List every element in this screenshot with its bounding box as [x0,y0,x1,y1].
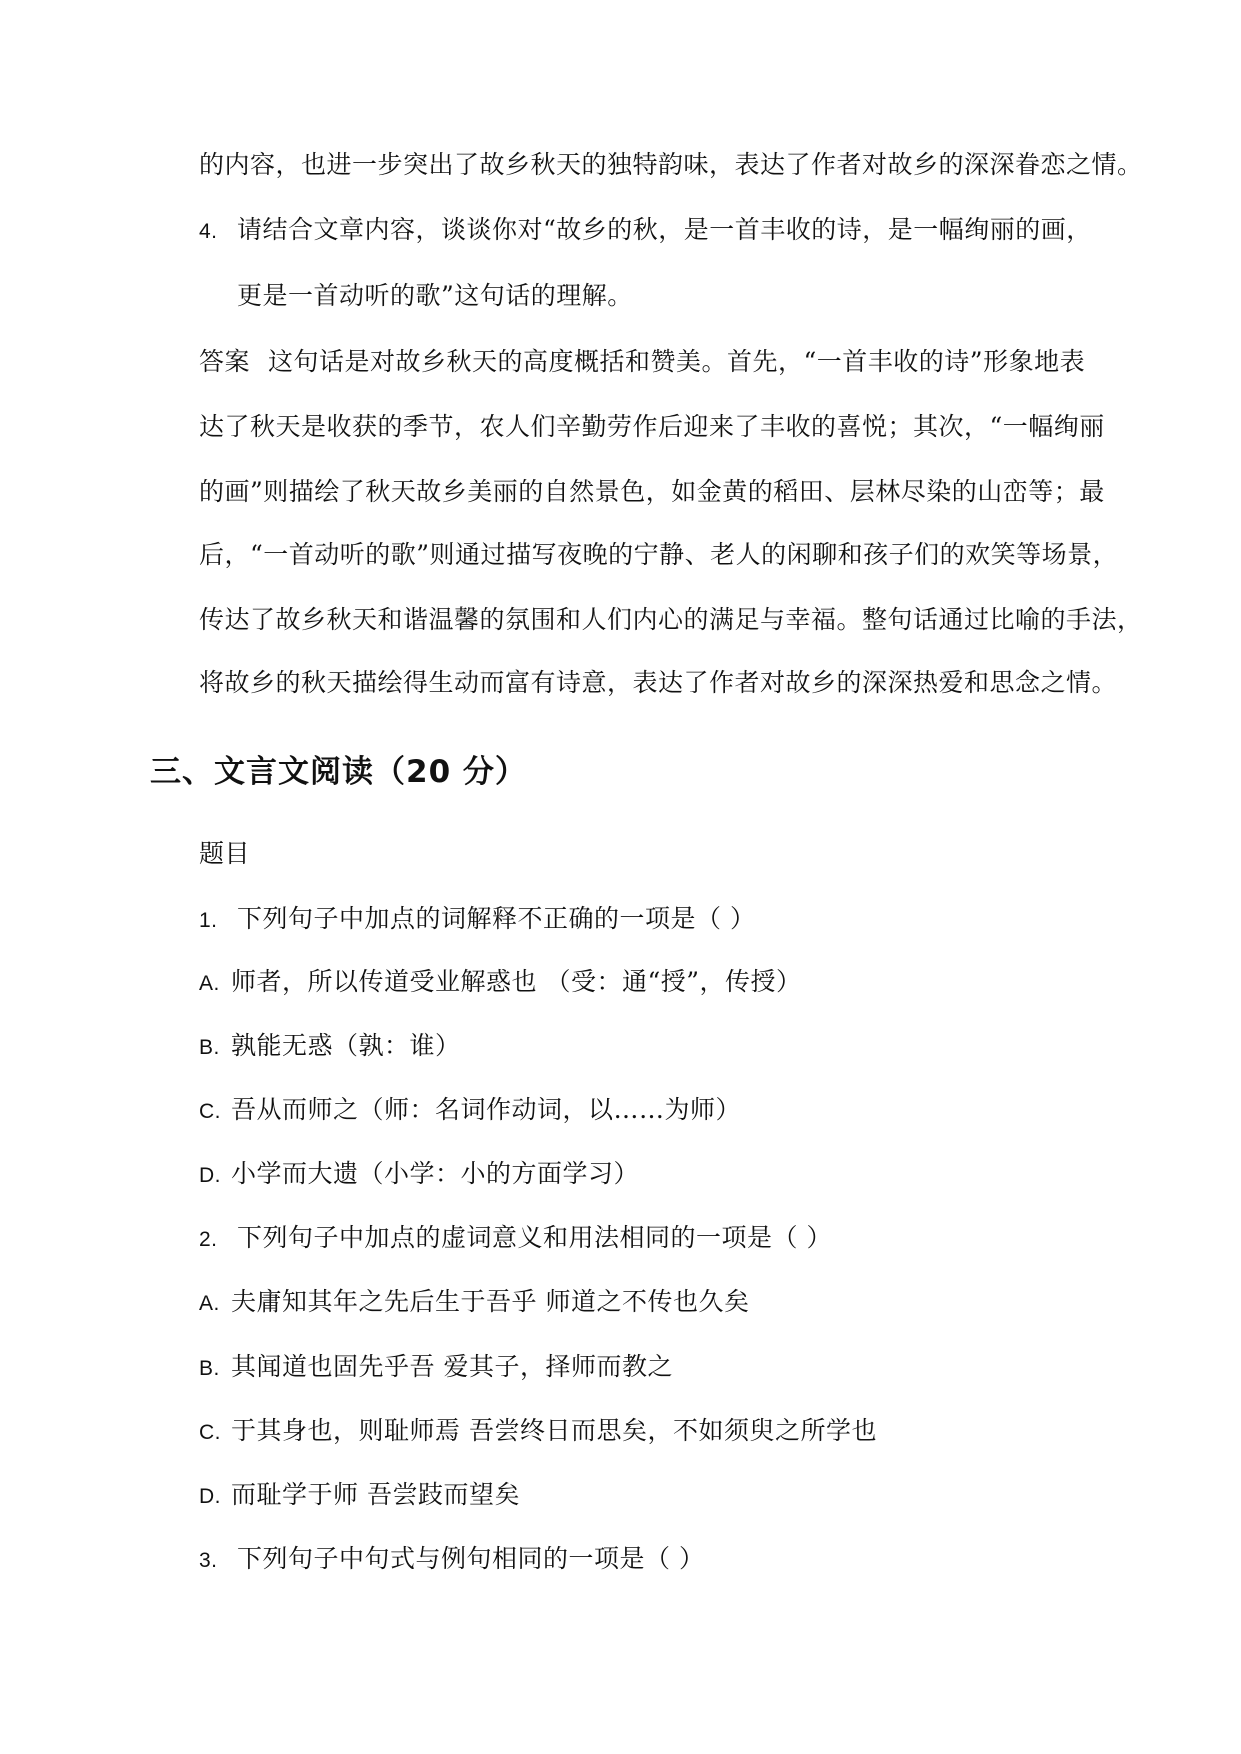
section-heading: 三、文言文阅读（20 分） [150,754,527,790]
question-number: 4. [199,220,218,243]
option-text: 小学而大遗（小学：小的方面学习） [231,1159,640,1188]
question-number: 1. [199,909,218,932]
answer-line-3: 的画”则描绘了秋天故乡美丽的自然景色，如金黄的稻田、层林尽染的山峦等；最 [199,477,1105,506]
question-number: 2. [199,1228,218,1251]
option-letter: B. [199,1357,220,1380]
option-d [199,1478,520,1514]
option-letter: D. [199,1164,221,1187]
question-text: 请结合文章内容，谈谈你对“故乡的秋，是一首丰收的诗，是一幅绚丽的画， [237,215,1092,244]
previous-answer-tail: 的内容，也进一步突出了故乡秋天的独特韵味，表达了作者对故乡的深深眷恋之情。 [199,150,1143,179]
option-letter: B. [199,1036,220,1059]
option-b [199,1350,673,1386]
option-c [199,1093,741,1129]
option-letter: A. [199,972,220,995]
option-text: 夫庸知其年之先后生于吾乎 师道之不传也久矣 [231,1287,750,1316]
answer-line-6: 将故乡的秋天描绘得生动而富有诗意，表达了作者对故乡的深深热爱和思念之情。 [199,668,1118,697]
question-text: 下列句子中加点的虚词意义和用法相同的一项是（ ） [237,1223,832,1252]
option-c [199,1414,877,1450]
option-a [199,965,802,1001]
question-4 [199,213,1092,249]
section-subtitle: 题目 [199,839,251,868]
question-text: 下列句子中句式与例句相同的一项是（ ） [237,1544,705,1573]
option-text: 其闻道也固先乎吾 爱其子，择师而教之 [231,1352,673,1381]
question-2 [199,1221,832,1257]
answer-text: 这句话是对故乡秋天的高度概括和赞美。首先，“一首丰收的诗”形象地表 [268,347,1086,376]
option-letter: C. [199,1100,221,1123]
answer-line-4: 后，“一首动听的歌”则通过描写夜晚的宁静、老人的闲聊和孩子们的欢笑等场景， [199,540,1119,569]
option-text: 于其身也，则耻师焉 吾尝终日而思矣，不如须臾之所学也 [231,1416,877,1445]
question-3 [199,1542,704,1578]
option-a [199,1285,749,1321]
answer-line-2: 达了秋天是收获的季节，农人们辛勤劳作后迎来了丰收的喜悦；其次，“一幅绚丽 [199,412,1105,441]
answer-line-5: 传达了故乡秋天和谐温馨的氛围和人们内心的满足与幸福。整句话通过比喻的手法， [199,605,1143,634]
option-d [199,1157,639,1193]
question-1 [199,902,755,938]
question-number: 3. [199,1549,218,1572]
option-text: 吾从而师之（师：名词作动词，以……为师） [231,1095,742,1124]
answer-line-1 [199,345,1085,379]
question-4-continuation: 更是一首动听的歌”这句话的理解。 [237,281,633,310]
option-letter: C. [199,1421,221,1444]
option-b [199,1029,461,1065]
option-text: 孰能无惑（孰：谁） [231,1031,461,1060]
option-text: 而耻学于师 吾尝跂而望矣 [231,1480,520,1509]
answer-label: 答案 [199,347,251,376]
option-letter: A. [199,1292,220,1315]
question-text: 下列句子中加点的词解释不正确的一项是（ ） [237,904,756,933]
option-text: 师者，所以传道受业解惑也 （受：通“授”，传授） [231,967,802,996]
option-letter: D. [199,1485,221,1508]
